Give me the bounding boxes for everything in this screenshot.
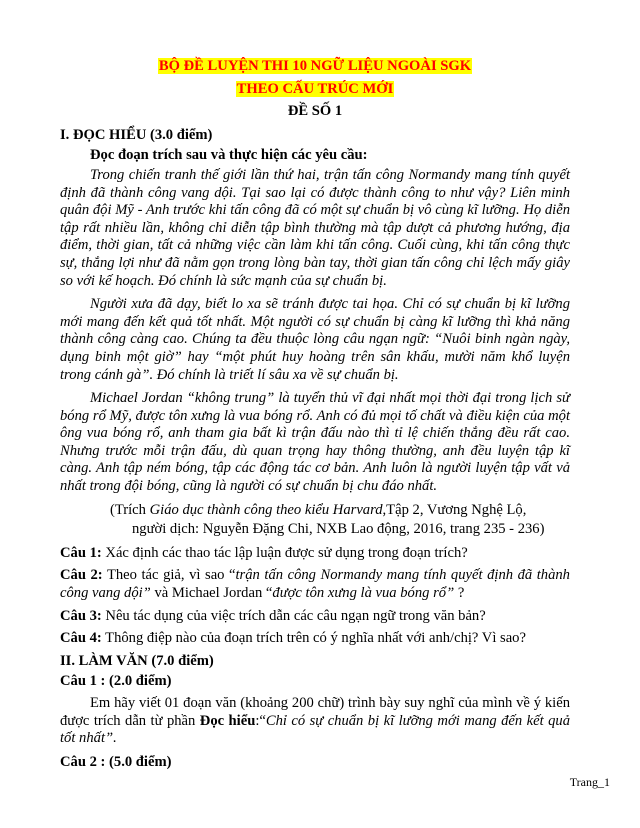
exam-number: ĐỀ SỐ 1 (287, 103, 343, 120)
q1-text-bold: Đọc hiểu (199, 712, 256, 729)
document-page (60, 58, 570, 771)
essay-question-1-text (60, 695, 570, 748)
question-text: Nêu tác dụng của việc trích dẫn các câu ngạn ngữ trong văn bản? (101, 607, 486, 624)
question-text: ? (454, 585, 465, 602)
question-text: và Michael Jordan “ (150, 585, 273, 602)
title-line-2: THEO CẤU TRÚC MỚI (236, 80, 394, 97)
document-title (60, 58, 570, 76)
reading-question-2 (60, 567, 570, 602)
question-text: được tôn xưng là vua bóng rổ” (272, 585, 455, 602)
question-label: Câu 1: (60, 544, 102, 561)
q1-text-end: ”. (105, 730, 117, 747)
excerpt-paragraph-3: Michael Jordan “không trung” là tuyển thủ vĩ đại nhất mọi thời đại trong lịch sử bóng rổ Mỹ, được tôn xưng là vua bóng rổ. Anh có đủ mọi tố chất và điều kiện của một ông vua bóng rổ, anh tham gia bất kì trận đấu nào thì tỉ lệ chiến thắng đều rất cao. Nhưng trước mỗi trận đấu, dù quan trọng hay thông thường, anh đều luyện tập kĩ càng. Anh tập ném bóng, tập các động tác cơ bản. Anh luôn là người luyện tập vất vả nhất trong đội bóng, cũng là người có sự chuẩn bị chu đáo nhất. (60, 390, 570, 495)
source-prefix: (Trích (110, 501, 150, 518)
q1-text-b: :“ (255, 712, 266, 729)
reading-question-3 (60, 608, 570, 626)
essay-question-2-heading: Câu 2 : (5.0 điểm) (60, 753, 172, 770)
q1-text-quote: Chỉ có sự chuẩn bị kĩ lưỡng mới mang đến kết quả tốt nhất (60, 712, 570, 747)
source-suffix: ,Tập 2, Vương Nghệ Lộ, (382, 501, 527, 518)
title-line-1: BỘ ĐỀ LUYỆN THI 10 NGỮ LIỆU NGOÀI SGK (158, 58, 472, 74)
reading-question-1 (60, 545, 570, 563)
question-label: Câu 3: (60, 607, 102, 624)
question-text: Xác định các thao tác lập luận được sử dụng trong đoạn trích? (101, 544, 468, 561)
q1-text-a: Em hãy viết 01 đoạn văn (khoảng 200 chữ) trình bày suy nghĩ của mình về ý kiến được trích dẫn từ phần (60, 695, 570, 729)
question-list (60, 545, 570, 648)
essay-question-1-heading: Câu 1 : (2.0 điểm) (60, 673, 172, 690)
excerpt-paragraph-2: Người xưa đã dạy, biết lo xa sẽ tránh được tai họa. Chỉ có sự chuẩn bị kĩ lưỡng mới mang đến kết quả tốt nhất. Một người có sự chuẩn bị càng kĩ lưỡng thì khả năng thành công càng cao. Chúng ta đều thuộc lòng câu ngạn ngữ: “Nuôi binh ngàn ngày, dụng binh một giờ” hay “một phút huy hoàng trên sân khấu, mười năm khổ luyện trong cánh gà”. Đó chính là triết lí sâu xa về sự chuẩn bị. (60, 296, 570, 383)
source-book-title: Giáo dục thành công theo kiểu Harvard (149, 501, 383, 518)
excerpt-source (60, 502, 570, 520)
question-text: Thông điệp nào của đoạn trích trên có ý nghĩa nhất với anh/chị? Vì sao? (101, 630, 526, 647)
section-1-heading: I. ĐỌC HIỂU (3.0 điểm) (60, 126, 213, 143)
excerpt-source-translator: người dịch: Nguyễn Đặng Chi, NXB Lao động, 2016, trang 235 - 236) (132, 521, 545, 538)
page-number: Trang_1 (569, 775, 610, 789)
question-text: trận tấn công Normandy mang tính quyết định đã thành công vang dội” (60, 567, 570, 602)
question-label: Câu 4: (60, 630, 102, 647)
section-2-heading: II. LÀM VĂN (7.0 điểm) (60, 652, 214, 669)
question-text: Theo tác giả, vì sao “ (102, 567, 236, 584)
excerpt-paragraph-1: Trong chiến tranh thế giới lần thứ hai, trận tấn công Normandy mang tính quyết định đã thành công vang dội. Tại sao lại có được thành công to như vậy? Liên minh quân đội Mỹ - Anh trước khi tấn công đã có một sự chuẩn bị vô cùng kĩ lưỡng. Họ diễn tập rất nhiều lần, không chỉ diễn tập bình thường mà tập dượt cả phương hướng, địa điểm, thời gian, tất cả những việc cần làm khi tấn công. Cuối cùng, khi tấn công thực sự, thắng lợi như đã nằm gọn trong lòng bàn tay, thời gian tấn công chỉ lệch mấy giây so với kế hoạch. Đó chính là sức mạnh của sự chuẩn bị. (60, 166, 570, 289)
document-subtitle (60, 81, 570, 99)
reading-instruction: Đọc đoạn trích sau và thực hiện các yêu cầu: (90, 147, 368, 164)
question-label: Câu 2: (60, 567, 103, 584)
reading-question-4 (60, 630, 570, 648)
